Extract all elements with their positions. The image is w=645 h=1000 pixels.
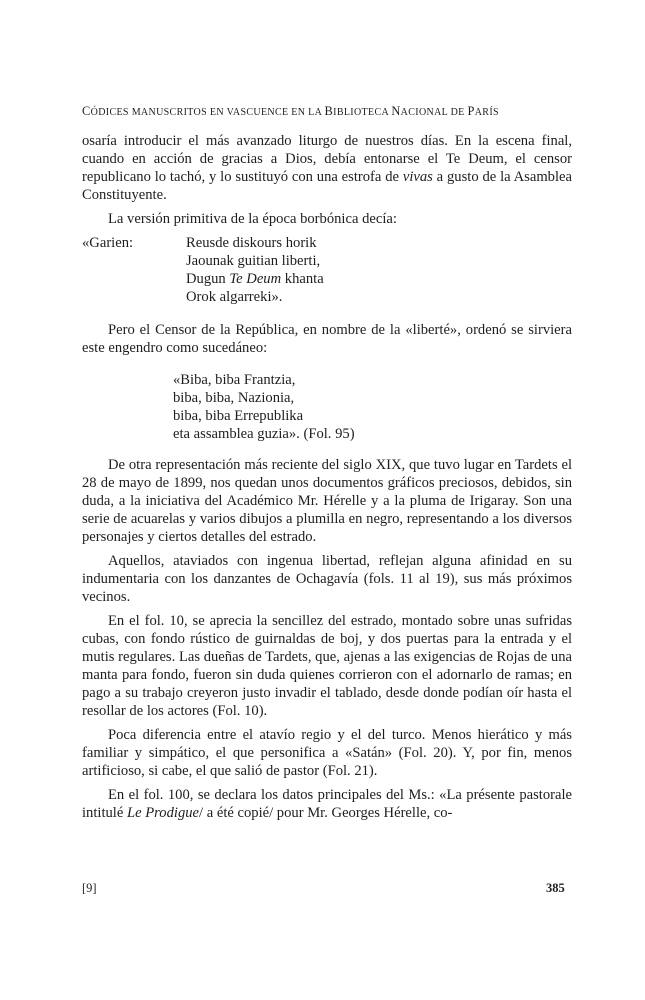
running-head-smallcaps: ÓDICES MANUSCRITOS EN VASCUENCE EN LA xyxy=(90,107,325,118)
paragraph xyxy=(82,456,572,546)
text-run: eta assamblea guzia». (Fol. 95) xyxy=(173,426,355,442)
text-run: biba, biba, Nazionia, xyxy=(173,390,295,406)
verse-line xyxy=(173,371,572,389)
verse-line xyxy=(186,288,324,306)
text-run: En el fol. 100, se declara los datos principales del Ms.: «La présente pastorale intitulé xyxy=(82,787,572,821)
running-head-part-4 xyxy=(467,104,498,118)
page-number: 385 xyxy=(546,881,565,895)
text-run: La versión primitiva de la época borbónica decía: xyxy=(108,211,397,227)
paragraph xyxy=(82,552,572,606)
verse-block-censored xyxy=(173,371,572,443)
text-run: Pero el Censor de la República, en nombre de la «liberté», ordenó se sirviera este engendro como sucedáneo: xyxy=(82,322,572,356)
paragraph xyxy=(82,210,572,228)
text-run: Aquellos, ataviados con ingenua libertad, reflejan alguna afinidad en su indumentaria con los danzantes de Ochagavía (fols. 11 al 19), sus más próximos vecinos. xyxy=(82,553,572,605)
verse-line xyxy=(186,234,324,252)
running-head-cap: C xyxy=(82,104,91,118)
running-head-smallcaps: ARÍS xyxy=(474,107,499,118)
text-run: Reusde diskours horik xyxy=(186,235,317,251)
running-head-cap: B xyxy=(324,104,334,118)
running-head-part-1 xyxy=(82,104,325,118)
verse-speaker: «Garien: xyxy=(82,235,134,251)
text-run: a gusto de la Asamblea Constituyente. xyxy=(82,169,572,203)
text-run: Poca diferencia entre el atavío regio y el del turco. Menos hierático y más familiar y simpático, el que personifica a «Satán» (Fol. 20). Y, por fin, menos artificioso, si cabe, el que salió de pastor (Fol. 21). xyxy=(82,727,572,779)
text-run: Dugun xyxy=(186,271,230,287)
paragraph xyxy=(82,726,572,780)
paragraph xyxy=(82,132,572,204)
text-run: / a été copié/ pour Mr. Georges Hérelle, co- xyxy=(199,805,453,821)
text-run: biba, biba Errepublika xyxy=(173,408,304,424)
running-head-smallcaps: ACIONAL DE xyxy=(400,107,468,118)
italic-text: Te Deum xyxy=(229,271,282,287)
verse-line xyxy=(186,252,324,270)
text-run: «Biba, biba Frantzia, xyxy=(173,372,296,388)
running-head-part-3 xyxy=(391,104,467,118)
running-head-smallcaps: IBLIOTECA xyxy=(333,107,392,118)
running-head-cap: P xyxy=(467,104,475,118)
verse-line xyxy=(173,425,572,443)
italic-text: Le Prodigue xyxy=(127,805,200,821)
verse-line xyxy=(173,407,572,425)
verse-line xyxy=(186,270,324,288)
text-run: Orok algarreki». xyxy=(186,289,283,305)
paragraph xyxy=(82,321,572,357)
text-run: Jaounak guitian liberti, xyxy=(186,253,321,269)
running-head-part-2 xyxy=(325,104,392,118)
running-head-cap: N xyxy=(391,104,401,118)
running-head xyxy=(82,104,572,119)
text-run: De otra representación más reciente del siglo XIX, que tuvo lugar en Tardets el 28 de mayo de 1899, nos quedan unos documentos gráficos preciosos, debidos, sin duda, a la iniciativa del Académico Mr. Hérelle y a la pluma de Irigaray. Son una serie de acuarelas y varios dibujos a plumilla en negro, representando a los diversos personajes y ciertos detalles del estrado. xyxy=(82,457,572,545)
body-text xyxy=(82,132,572,822)
paragraph xyxy=(82,612,572,720)
text-run: khanta xyxy=(281,271,324,287)
italic-text: vivas xyxy=(402,169,433,185)
verse-lines xyxy=(186,234,324,306)
verse-line xyxy=(173,389,572,407)
text-run: osaría introducir el más avanzado liturgo de nuestros días. En la escena final, cuando en acción de gracias a Dios, debía entonarse el Te Deum, el censor republicano lo tachó, y lo sustituyó con una estrofa de xyxy=(82,133,572,185)
paragraph xyxy=(82,786,572,822)
text-run: En el fol. 10, se aprecia la sencillez del estrado, montado sobre unas sufridas cubas, con fondo rústico de guirnaldas de boj, y dos puertas para la entrada y el mutis regulares. Las dueñas de Tardets, que, ajenas a las exigencias de Rojas de una manta para fondo, fueron sin duda quienes corrieron con el adornarlo de ramas; en pago a su trabajo creyeron justo invadir el tablado, desde donde podían oír hasta el resollar de los actores (Fol. 10). xyxy=(82,613,572,719)
footer-section-number: [9] xyxy=(82,881,97,895)
verse-block-original xyxy=(82,234,572,306)
